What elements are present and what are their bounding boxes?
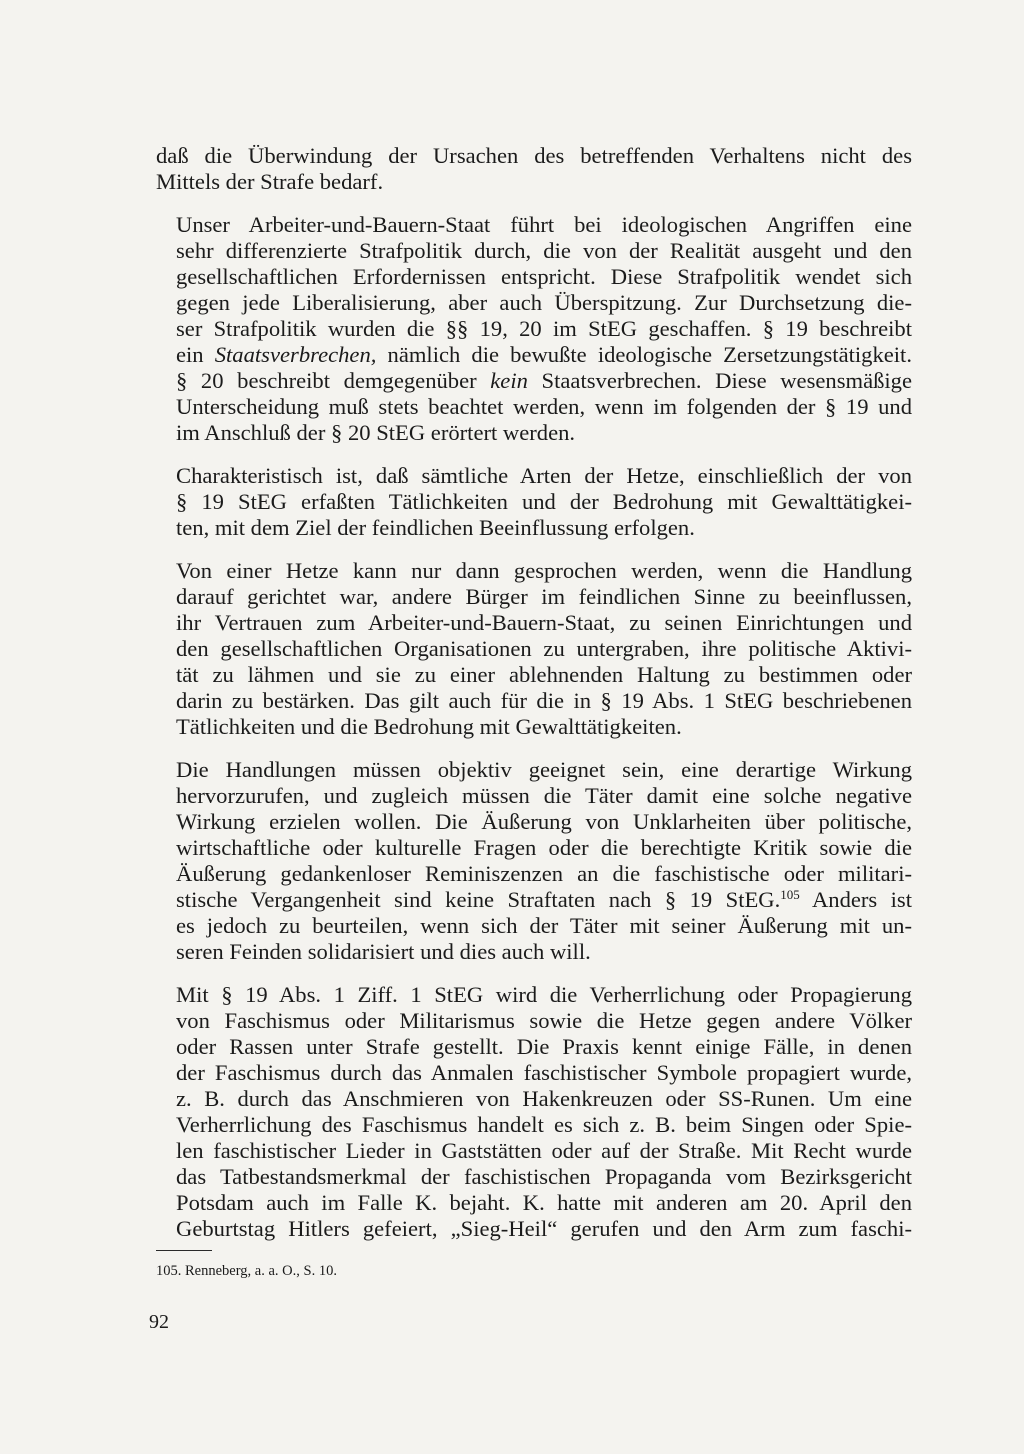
paragraph — [156, 757, 912, 965]
text-line: darauf gerichtet war, andere Bürger im feindlichen Sinne zu beeinflussen, — [176, 584, 912, 609]
text-line: es jedoch zu beurteilen, wenn sich der Täter mit seiner Äußerung mit un- — [176, 913, 912, 938]
text-line: im Anschluß der § 20 StEG erörtert werden. — [176, 420, 576, 445]
body-text — [156, 143, 912, 1259]
text-line: Charakteristisch ist, daß sämtliche Arten der Hetze, einschließlich der von — [176, 463, 912, 488]
paragraph — [156, 212, 912, 446]
text-line: Die Handlungen müssen objektiv geeignet sein, eine derartige Wirkung — [176, 757, 912, 782]
text-line: darin zu bestärken. Das gilt auch für die in § 19 Abs. 1 StEG beschriebenen — [176, 688, 912, 713]
text-line: ser Strafpolitik wurden die §§ 19, 20 im StEG geschaffen. § 19 beschreibt — [176, 316, 912, 341]
page-number: 92 — [149, 1311, 169, 1333]
text-line: Geburtstag Hitlers gefeiert, „Sieg-Heil“ gerufen und den Arm zum faschi- — [176, 1216, 912, 1241]
text-line: oder Rassen unter Strafe gestellt. Die Praxis kennt einige Fälle, in denen — [176, 1034, 912, 1059]
text-line: Wirkung erzielen wollen. Die Äußerung von Unklarheiten über politische, — [176, 809, 912, 834]
text-line: hervorzurufen, und zugleich müssen die Täter damit eine solche negative — [176, 783, 912, 808]
text-line: Von einer Hetze kann nur dann gesprochen werden, wenn die Handlung — [176, 558, 912, 583]
text-line: den gesellschaftlichen Organisationen zu untergraben, ihre politische Aktivi- — [176, 636, 912, 661]
text-line: Mit § 19 Abs. 1 Ziff. 1 StEG wird die Verherrlichung oder Propagierung — [176, 982, 912, 1007]
text-line: § 20 beschreibt demgegenüber kein Staatsverbrechen. Diese wesensmäßige — [176, 368, 912, 393]
footnote: 105. Renneberg, a. a. O., S. 10. — [156, 1263, 337, 1279]
text-line: z. B. durch das Anschmieren von Hakenkreuzen oder SS-Runen. Um eine — [176, 1086, 912, 1111]
footnote-rule — [156, 1250, 212, 1251]
text-line: Unser Arbeiter-und-Bauern-Staat führt bei ideologischen Angriffen eine — [176, 212, 912, 237]
text-line: § 19 StEG erfaßten Tätlichkeiten und der Bedrohung mit Gewalttätigkei- — [176, 489, 912, 514]
paragraph — [156, 982, 912, 1242]
text-line: ten, mit dem Ziel der feindlichen Beeinflussung erfolgen. — [176, 515, 695, 540]
paragraph — [156, 558, 912, 740]
footnote-reference[interactable]: 105 — [780, 887, 800, 902]
text-line: ihr Vertrauen zum Arbeiter-und-Bauern-Staat, zu seinen Einrichtungen und — [176, 610, 912, 635]
text-line: daß die Überwindung der Ursachen des betreffenden Verhaltens nicht des — [156, 143, 912, 168]
text-line: gesellschaftlichen Erfordernissen entspricht. Diese Strafpolitik wendet sich — [176, 264, 912, 289]
text-line: Mittels der Strafe bedarf. — [156, 169, 384, 194]
text-line: tät zu lähmen und sie zu einer ablehnenden Haltung zu bestimmen oder — [176, 662, 912, 687]
text-line: Verherrlichung des Faschismus handelt es sich z. B. beim Singen oder Spie- — [176, 1112, 912, 1137]
text-line: sehr differenzierte Strafpolitik durch, die von der Realität ausgeht und den — [176, 238, 912, 263]
text-line: Potsdam auch im Falle K. bejaht. K. hatte mit anderen am 20. April den — [176, 1190, 912, 1215]
paragraph — [156, 463, 912, 541]
text-line: Unterscheidung muß stets beachtet werden, wenn im folgenden der § 19 und — [176, 394, 912, 419]
text-line: seren Feinden solidarisiert und dies auch will. — [176, 939, 591, 964]
text-line: der Faschismus durch das Anmalen faschistischer Symbole propagiert wurde, — [176, 1060, 912, 1085]
text-line: gegen jede Liberalisierung, aber auch Überspitzung. Zur Durchsetzung die- — [176, 290, 912, 315]
text-line: Tätlichkeiten und die Bedrohung mit Gewalttätigkeiten. — [176, 714, 682, 739]
text-line: stische Vergangenheit sind keine Straftaten nach § 19 StEG.$^{105}$ Anders ist — [176, 887, 913, 912]
text-line: ein Staatsverbrechen, nämlich die bewußte ideologische Zersetzungstätigkeit. — [176, 342, 912, 367]
text-line: wirtschaftliche oder kulturelle Fragen oder die berechtigte Kritik sowie die — [176, 835, 912, 860]
text-line: von Faschismus oder Militarismus sowie die Hetze gegen andere Völker — [176, 1008, 912, 1033]
text-line: das Tatbestandsmerkmal der faschistischen Propaganda vom Bezirksgericht — [176, 1164, 912, 1189]
text-line: Äußerung gedankenloser Reminiszenzen an die faschistische oder militari- — [176, 861, 912, 886]
emphasis: Staatsverbrechen, — [214, 342, 377, 367]
text-line: len faschistischer Lieder in Gaststätten oder auf der Straße. Mit Recht wurde — [176, 1138, 912, 1163]
paragraph — [156, 143, 912, 195]
emphasis: kein — [490, 368, 528, 393]
